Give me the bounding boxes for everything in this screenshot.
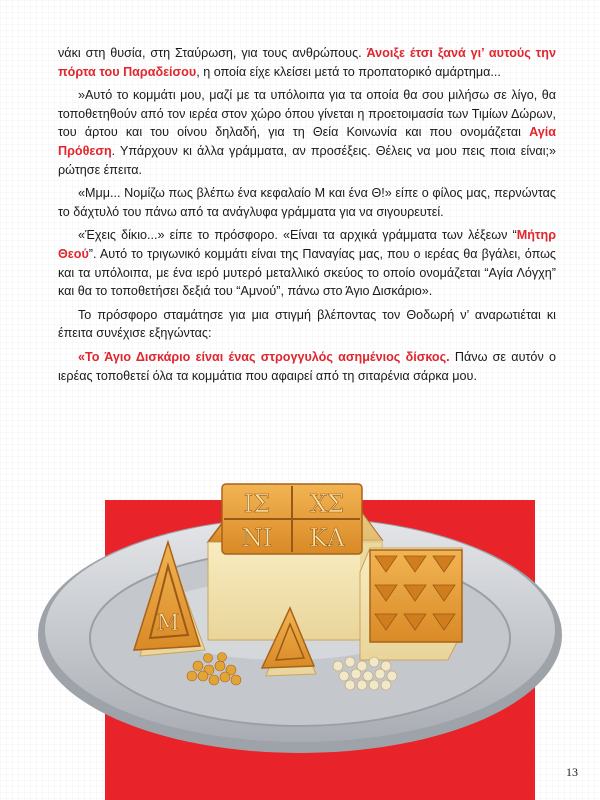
seal-letters-is: ΙΣ (243, 490, 271, 518)
highlighted-text: «Το Άγιο Δισκάριο είναι ένας στρογγυλός ασημένιος δίσκος. (78, 349, 450, 364)
body-text: ”. Αυτό το τριγωνικό κομμάτι είναι της Παναγίας μας, που ο ιερέας θα βγάλει, όπως και τα υπόλοιπα, με ένα ιερό μυτερό μεταλλικό σκεύος το οποίο ονομάζεται “Αγία Λόγχη” και θα το τοποθετήσει δεξιά του “Αμνού”, πάνω στο Άγιο Δισκάριο». (58, 246, 556, 299)
page-number: 13 (566, 765, 578, 779)
highlighted-text: Μήτηρ Θεού (58, 228, 556, 261)
paragraph (58, 184, 556, 221)
nine-ranks-bread (360, 548, 462, 660)
seal-letters-ni: ΝΙ (241, 524, 273, 552)
paragraph (58, 86, 556, 179)
body-text: . Υπάρχουν κι άλλα γράμματα, αν προσέξεις. Θέλεις να μου πεις ποια είναι;» ρώτησε έπειτα. (58, 143, 556, 177)
highlighted-text: Άνοιξε έτσι ξανά γι’ αυτούς την πόρτα του Παραδείσου (58, 46, 556, 79)
body-text: Πάνω σε αυτόν ο ιερέας τοποθετεί όλα τα κομμάτια που αφαιρεί από τη σιταρένια σάρκα μου. (58, 349, 556, 383)
triangle-letter: Μ (156, 611, 180, 636)
body-text: «Μμμ... Νομίζω πως βλέπω ένα κεφαλαίο Μ και ένα Θ!» είπε ο φίλος μας, περνώντας το δάχτυλό του πάνω από τα ανάγλυφα γράμματα για να σιγουρευτεί. (58, 186, 556, 219)
body-text: , η οποία είχε κλείσει μετά το προπατορικό αμάρτημα... (196, 64, 501, 79)
paragraph (58, 226, 556, 300)
highlighted-text: Αγία Πρόθεση (58, 125, 556, 158)
prosphoro-illustration (0, 470, 600, 800)
seal-letters-xs: ΧΣ (309, 490, 345, 518)
paragraph (58, 306, 556, 343)
body-text: Το πρόσφορο σταμάτησε για μια στιγμή βλέποντας τον Θοδωρή ν’ αναρωτιέται κι έπειτα συνέχισε εξηγώντας: (58, 307, 556, 341)
body-text: «Έχεις δίκιο...» είπε το πρόσφορο. «Είναι τα αρχικά γράμματα των λέξεων “ (78, 228, 517, 243)
body-text: »Αυτό το κομμάτι μου, μαζί με τα υπόλοιπα για τα οποία θα σου μιλήσω σε λίγο, θα τοποθετηθούν από τον ιερέα στον χώρο όπου γίνεται η προετοιμασία των Τιμίων Δώρων, του άρτου και του οίνου δηλαδή, για τη Θεία Κοινωνία και που ονομάζεται (58, 88, 556, 140)
amnos-lamb-bread (208, 484, 382, 640)
seal-letters-ka: ΚΑ (309, 524, 345, 552)
paragraph (58, 44, 556, 81)
body-text: νάκι στη θυσία, στη Σταύρωση, για τους ανθρώπους. (58, 46, 367, 60)
main-text (58, 44, 556, 390)
paragraph (58, 348, 556, 385)
